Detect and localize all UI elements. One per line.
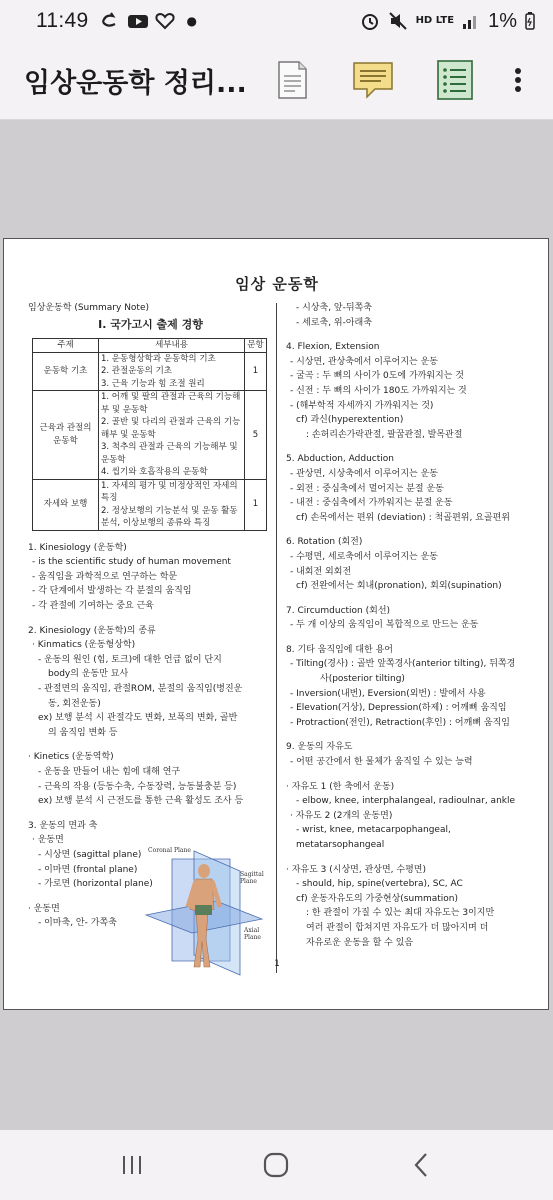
table-cell-details [99, 479, 245, 530]
note-line: - 운동의 원인 (힘, 토크)에 대한 언급 없이 단지 [38, 654, 222, 665]
dot-icon: ● [186, 14, 197, 28]
note-line: - elbow, knee, interphalangeal, radioulnar, ankle [296, 796, 516, 807]
exam-section-title: Ⅰ. 국가고시 출제 경향 [98, 317, 203, 331]
column-divider [276, 303, 277, 973]
note-line: body의 운동만 묘사 [48, 669, 129, 680]
note-line: 7. Circumduction (회선) [286, 605, 391, 616]
status-right [360, 10, 535, 33]
note-line: - 외전 : 중심축에서 멀어지는 분절 운동 [290, 483, 444, 494]
table-row [33, 391, 267, 480]
note-line: - wrist, knee, metacarpophangeal, metatarsophangeal [296, 825, 451, 850]
note-line: · 자유도 1 (한 축에서 운동) [286, 781, 395, 792]
note-line: - Protraction(전인), Retraction(후인) : 어깨뼈 움직임 [290, 717, 510, 728]
table-header: 주제 [33, 339, 99, 353]
network-label: HD LTE [415, 15, 455, 26]
youtube-icon [127, 12, 149, 30]
note-line: - 두 개 이상의 움직임이 복합적으로 만드는 운동 [290, 620, 479, 631]
table-cell-topic: 근육과 관절의 운동학 [33, 391, 99, 480]
note-line: - Inversion(내번), Eversion(외번) : 발에서 사용 [290, 688, 486, 699]
doc-subtitle: 임상운동학 (Summary Note) [28, 303, 150, 313]
back-icon [413, 1152, 429, 1178]
note-line: · Kinetics (운동역학) [28, 752, 114, 763]
note-line: : 손허리손가락관절, 팔꿉관절, 발목관절 [306, 429, 463, 440]
note-line: 사(posterior tilting) [320, 674, 405, 685]
note-line: 9. 운동의 자유도 [286, 742, 353, 753]
note-line: 3. 운동의 면과 축 [28, 820, 98, 831]
note-line: - 어떤 공간에서 한 물체가 움직일 수 있는 능력 [290, 757, 473, 768]
detail-line: 1. 자세의 평가 및 비정상적인 자세의 특징 [101, 480, 238, 504]
mute-icon [388, 11, 408, 31]
note-line: · Kinmatics (운동형상학) [32, 640, 136, 651]
home-icon [263, 1152, 289, 1178]
note-line: 여러 관절이 합쳐지면 자유도가 더 많아지며 더 [306, 922, 489, 933]
more-icon [514, 67, 522, 93]
note-line: - 이마면 (frontal plane) [38, 864, 138, 875]
more-options-button[interactable] [498, 56, 538, 104]
table-cell-count: 1 [245, 479, 267, 530]
signal-icon [462, 12, 480, 30]
detail-line: 3. 근육 기능과 힘 조절 원리 [101, 378, 205, 389]
detail-line: 2. 정상보행의 기능분석 및 운동 활동분석, 이상보행의 종류와 특징 [101, 505, 238, 529]
note-line: - should, hip, spine(vertebra), SC, AC [296, 879, 463, 890]
note-line: - 가로면 (horizontal plane) [38, 879, 153, 890]
detail-line: 2. 관절운동의 기초 [101, 366, 172, 377]
detail-line: 2. 골반 및 다리의 관절과 근육의 기능해부 및 운동학 [101, 417, 241, 440]
note-line: - 이마축, 안- 가쪽축 [38, 918, 117, 929]
note-line: · 운동면 [28, 903, 60, 914]
note-line: 6. Rotation (회전) [286, 537, 363, 548]
axial-plane-label: Axial Plane [244, 927, 261, 941]
note-line: - 세로축, 위-아래축 [296, 317, 372, 328]
note-line: 동, 회전운동) [48, 698, 101, 709]
recents-button[interactable] [102, 1140, 162, 1190]
page-icon [275, 60, 309, 100]
table-cell-count: 5 [245, 391, 267, 480]
table-row [33, 352, 267, 391]
note-line: cf) 과신(hyperextention) [296, 415, 404, 426]
right-column [286, 301, 534, 950]
detail-line: 3. 척추의 관절과 근육의 기능해부 및 운동학 [101, 442, 238, 465]
note-line: - 내회전 외회전 [290, 566, 352, 577]
note-line: - 굴곡 : 두 뼈의 사이가 0도에 가까워지는 것 [290, 371, 464, 382]
note-line: - Elevation(거상), Depression(하제) : 어깨뼈 움직임 [290, 703, 507, 714]
table-cell-count: 1 [245, 352, 267, 391]
table-row [33, 479, 267, 530]
note-line: ex) 보행 분석 시 근전도를 통한 근육 활성도 조사 등 [38, 796, 244, 807]
document-title: 임상운동학 정리... [24, 68, 247, 99]
note-line: - Tilting(경사) : 골반 앞쪽경사(anterior tilting), 뒤쪽경 [290, 659, 516, 670]
notification-icons [99, 12, 197, 30]
note-line: - 시상면 (sagittal plane) [38, 849, 142, 860]
exam-table [32, 338, 267, 531]
sync-icon [99, 12, 121, 30]
left-column [28, 301, 273, 931]
table-cell-details [99, 391, 245, 480]
note-line: - 움직임을 과학적으로 연구하는 학문 [32, 571, 178, 582]
note-line: 4. Flexion, Extension [286, 342, 380, 353]
note-line: 8. 기타 움직임에 대한 용어 [286, 644, 393, 655]
table-cell-topic: 자세와 보행 [33, 479, 99, 530]
sagittal-plane-label: Sagittal Plane [240, 871, 264, 885]
note-line: · 운동면 [32, 835, 64, 846]
note-line: - (해부학적 자세까지 가까워지는 것) [290, 400, 434, 411]
note-line: 5. Abduction, Adduction [286, 454, 394, 465]
note-line: ex) 보행 분석 시 관절각도 변화, 보폭의 변화, 골반 [38, 713, 238, 724]
note-line: - 각 단계에서 발생하는 각 분절의 움직임 [32, 586, 192, 597]
note-line: : 한 관절이 가질 수 있는 최대 자유도는 3이지만 [306, 908, 495, 919]
table-header: 세부내용 [99, 339, 245, 353]
home-button[interactable] [246, 1140, 306, 1190]
detail-line: 1. 어깨 및 팔의 관절과 근육의 기능해부 및 운동학 [101, 392, 241, 415]
note-line: cf) 손목에서는 편위 (deviation) : 척골편위, 요골편위 [296, 512, 510, 523]
status-time: 11:49 [36, 9, 89, 32]
list-icon [436, 59, 474, 101]
note-line: 의 움직임 변화 등 [48, 727, 118, 738]
note-line: 2. Kinesiology (운동학)의 종류 [28, 625, 156, 636]
detail-line: 4. 씹기와 호흡작용의 운동학 [101, 467, 208, 478]
back-button[interactable] [391, 1140, 451, 1190]
note-line: - 내전 : 중심축에서 가까워지는 분절 운동 [290, 498, 453, 509]
page-view-button[interactable] [268, 56, 316, 104]
note-line: - 신전 : 두 뼈의 사이가 180도 가까워지는 것 [290, 385, 467, 396]
note-line: cf) 전완에서는 회내(pronation), 회외(supination) [296, 581, 502, 592]
outline-button[interactable] [431, 56, 479, 104]
table-cell-topic: 운동학 기초 [33, 352, 99, 391]
status-bar [0, 0, 553, 42]
battery-icon [525, 12, 535, 30]
page-heading: 임상 운동학 [235, 275, 319, 293]
note-line: - is the scientific study of human movement [32, 557, 231, 568]
page-number: 1 [274, 959, 280, 969]
note-line: - 수평면, 세로축에서 이루어지는 운동 [290, 551, 438, 562]
table-cell-details [99, 352, 245, 391]
note-line: - 각 관절에 기여하는 중요 근육 [32, 601, 154, 612]
navigation-bar [0, 1130, 553, 1200]
comment-button[interactable] [349, 56, 397, 104]
recents-icon [120, 1154, 144, 1176]
table-header: 문항 [245, 339, 267, 353]
note-line: - 시상축, 앞-뒤쪽축 [296, 303, 372, 313]
heart-icon [155, 12, 175, 30]
note-line: - 근육의 작용 (등동수축, 수동장력, 능동불충분 등) [38, 781, 237, 792]
note-line: - 시상면, 관상축에서 이루어지는 운동 [290, 356, 438, 367]
coronal-plane-label: Coronal Plane [148, 847, 191, 854]
note-line: - 관절면의 움직임, 관절ROM, 분절의 움직임(병진운 [38, 684, 243, 695]
note-line: - 운동을 만들어 내는 힘에 대해 연구 [38, 767, 181, 777]
detail-line: 1. 운동형상학과 운동학의 기초 [101, 353, 216, 364]
note-line: 1. Kinesiology (운동학) [28, 542, 127, 553]
alarm-icon [360, 11, 380, 31]
app-bar [0, 42, 553, 120]
battery-percent: 1% [488, 9, 517, 32]
note-line: - 관상면, 시상축에서 이루어지는 운동 [290, 468, 438, 479]
note-line: cf) 운동자유도의 가중현상(summation) [296, 893, 458, 904]
note-line: · 자유도 2 (2개의 운동면) [290, 810, 393, 821]
note-line: · 자유도 3 (시상면, 관상면, 수평면) [286, 864, 426, 875]
right-notes [286, 301, 534, 950]
note-line: 자유로운 운동을 할 수 있음 [306, 937, 414, 948]
comment-icon [351, 60, 395, 100]
document-page[interactable] [3, 238, 549, 1010]
